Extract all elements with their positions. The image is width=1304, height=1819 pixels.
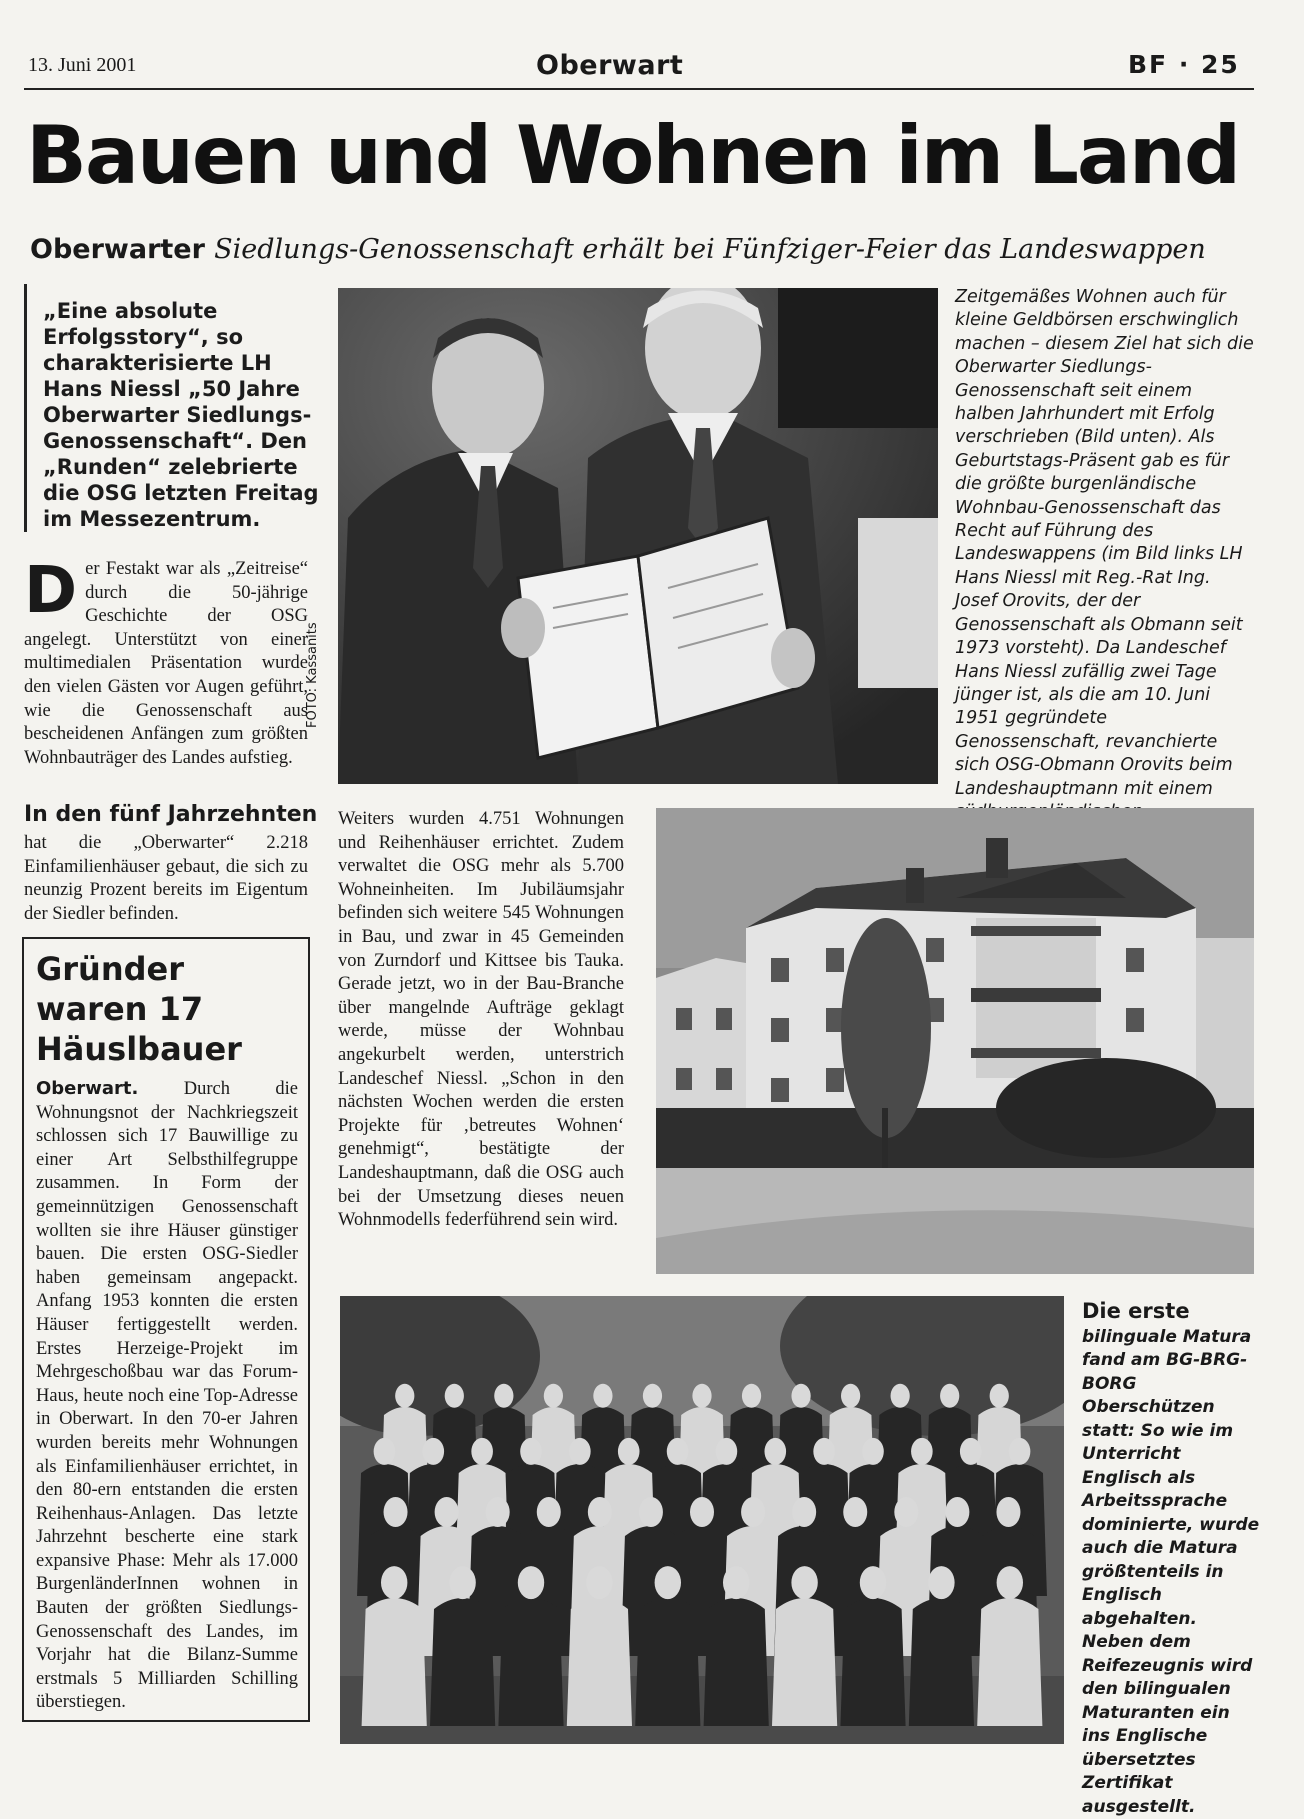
- photo-building-image: [656, 808, 1254, 1274]
- dropcap: D: [24, 554, 78, 628]
- article-paragraph-3: Weiters wurden 4.751 Wohnungen und Reihenhäuser errichtet. Zudem verwaltet die OSG mehr als 5.700 Wohneinheiten. Im Jubiläumsjahr befinden sich weitere 545 Wohnungen in Bau, und zwar in 45 Gemeinden von Zurndorf und Kittsee bis Tauka. Gerade jetzt, wo in der Bau-Branche über mangelnde Aufträge geklagt werde, müsse der Wohnbau angekurbelt werden, unterstrich Landeschef Niessl. „Schon in den nächsten Wochen werden die ersten Projekte für ‚betreutes Wohnen‘ genehmigt“, bestätigte der Landeshauptmann, daß die OSG auch bei der Umsetzung dieses neuen Wohnmodells federführend sein wird.: [338, 809, 624, 1231]
- page-number: BF · 25: [1128, 50, 1240, 79]
- photo-credit: FOTO: Kassanits: [305, 622, 320, 728]
- article-paragraph-1: er Festakt war als „Zeitreise“ durch die 50-jährige Geschichte der OSG angelegt. Unterstützt von einer multimedialen Präsentation wurde den vielen Gästen vor Augen geführt, wie die Genossenschaft aus bescheidenen Anfängen zum größten Wohnbauträger des Landes aufstieg.: [24, 559, 308, 768]
- intro-box: [24, 284, 335, 532]
- caption-graduation-lead: Die erste: [1082, 1299, 1190, 1323]
- intro-text: „Eine absolute Erfolgsstory“, so charakterisierte LH Hans Niessl „50 Jahre Oberwarter Siedlungs-Genossenschaft“. Den „Runden“ zelebrierte die OSG letzten Freitag im Messezentrum.: [43, 299, 319, 531]
- issue-date: 13. Juni 2001: [28, 54, 137, 76]
- subheadline-rest: Siedlungs-Genossenschaft erhält bei Fünfziger-Feier das Landeswappen: [214, 234, 1206, 265]
- article-opening: [24, 554, 308, 770]
- article-paragraph-2: hat die „Oberwarter“ 2.218 Einfamilienhäuser gebaut, die sich zu neunzig Prozent bereits im Eigentum der Siedler befinden.: [24, 833, 308, 924]
- founders-box-text: Durch die Wohnungsnot der Nachkriegszeit schlossen sich 17 Bauwillige zu einer Art Selbsthilfegruppe zusammen. In Form der gemeinnützigen Genossenschaft wollten sie ihre Häuser günstiger bauen. Die ersten OSG-Siedler haben gemeinsam angepackt. Anfang 1953 konnten die ersten Häuser fertiggestellt werden. Erstes Herzeige-Projekt im Mehrgeschoßbau war das Forum-Haus, heute noch eine Top-Adresse in Oberwart. In den 70-er Jahren wurden bereits mehr Wohnungen als Einfamilienhäuser errichtet, in den 80-ern entstanden die ersten Reihenhaus-Anlagen. Das letzte Jahrzehnt bescherte eine stark expansive Phase: Mehr als 17.000 BurgenländerInnen wohnen in Bauten der größten Siedlungs-Genossenschaft des Landes, im Vorjahr hat die Bilanz-Summe erstmals 5 Milliarden Schilling überstiegen.: [36, 1079, 298, 1713]
- photo-graduation-group: [340, 1296, 1064, 1744]
- caption-certificate: Zeitgemäßes Wohnen auch für kleine Geldbörsen erschwinglich machen – diesem Ziel hat sich die Oberwarter Siedlungs-Genossenschaft seit einem halben Jahrhundert mit Erfolg verschrieben (Bild unten). Als Geburtstags-Präsent gab es für die größte burgenländische Wohnbau-Genossenschaft das Recht auf Führung des Landeswappens (im Bild links LH Hans Niessl mit Reg.-Rat Ing. Josef Orovits, der der Genossenschaft als Obmann seit 1973 vorsteht). Da Landeschef Hans Niessl zufällig zwei Tage jünger ist, als die am 10. Juni 1951 gegründete Genossenschaft, revanchierte sich OSG-Obmann Orovits beim Landeshauptmann mit einem: [955, 287, 1254, 799]
- photo-certificate-image: [338, 288, 938, 784]
- founders-box: [22, 937, 310, 1722]
- subheadline-lead: Oberwarter: [30, 234, 205, 265]
- header-rule: [24, 88, 1254, 90]
- subheadline: [30, 228, 1206, 270]
- article-subheading: In den fünf Jahrzehnten: [24, 802, 318, 827]
- founders-box-title: Gründer waren 17 Häuslbauer: [36, 950, 242, 1068]
- headline: Bauen und Wohnen im Land: [26, 109, 1240, 202]
- photo-certificate-presentation: [338, 288, 938, 784]
- photo-apartment-building: [656, 808, 1254, 1274]
- caption-graduation: [1082, 1300, 1262, 1819]
- caption-graduation-text: bilinguale Matura fand am BG-BRG-BORG Oberschützen statt: So wie im Unterricht Englisch als Arbeitssprache dominierte, wurde auch die Matura größtenteils in Englisch abgehalten. Neben dem Reifezeugnis wird den bilingualen Maturanten ein ins Englische übersetztes Zertifikat ausgestellt.: [1082, 1326, 1260, 1817]
- photo-group-image: [340, 1296, 1064, 1744]
- section-title: Oberwart: [536, 50, 684, 81]
- founders-box-lead: Oberwart.: [36, 1078, 139, 1099]
